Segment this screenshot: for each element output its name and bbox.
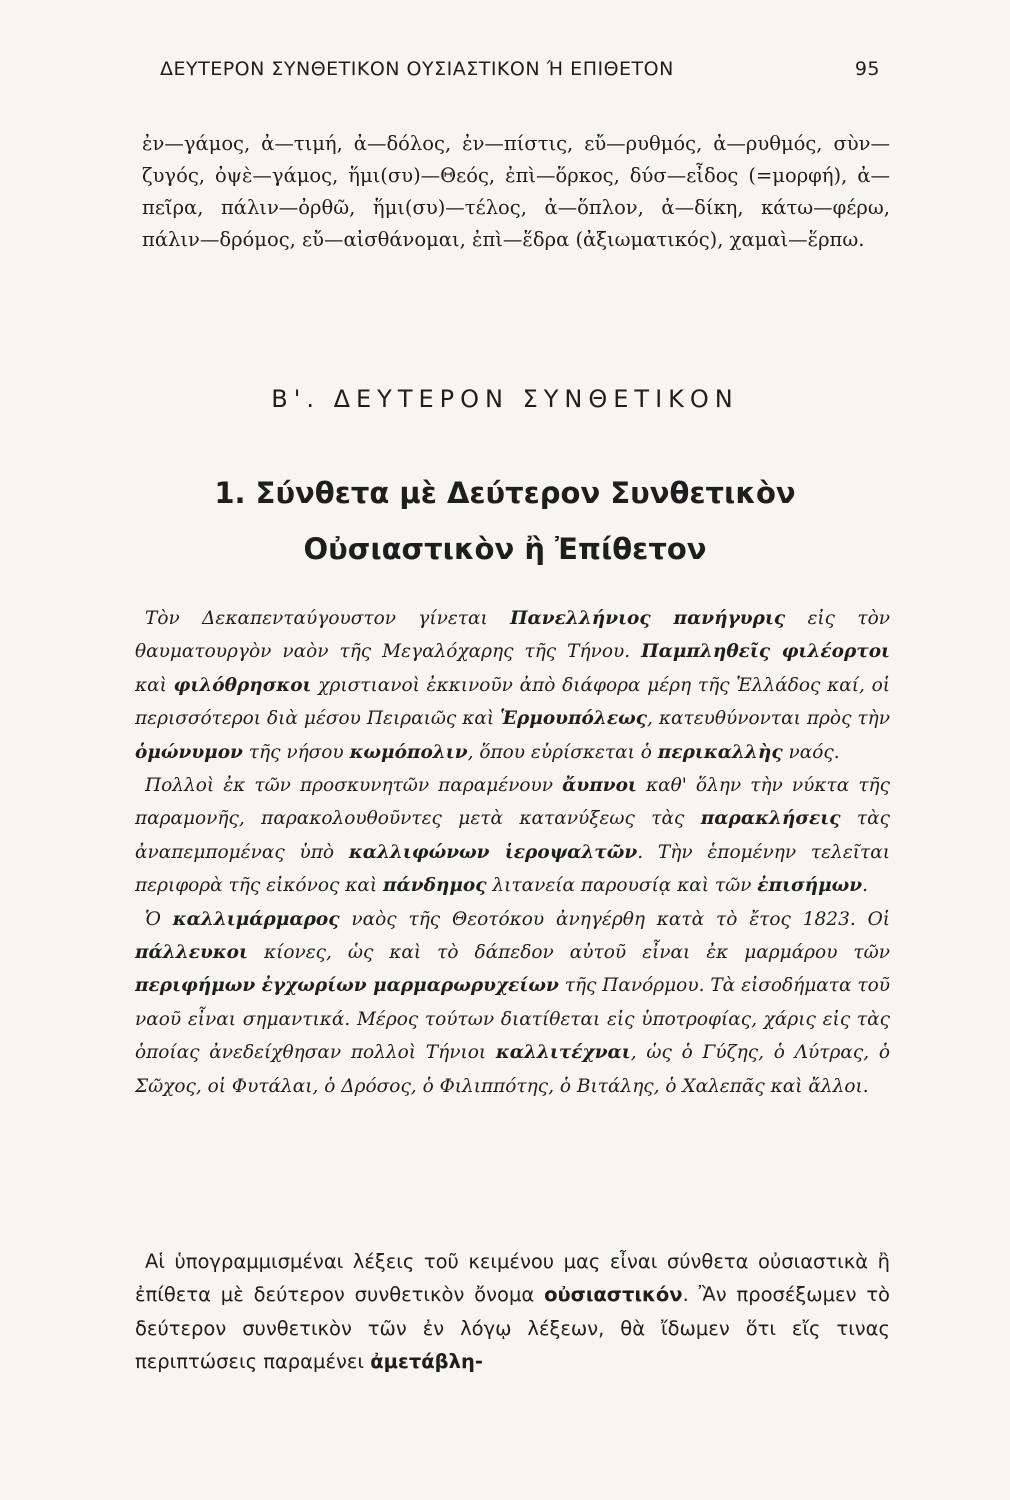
- text-run: . Ἂν προσέξωμεν τὸ δεύτερον συνθετικὸν τῶν ἐν λόγῳ λέξεων, θὰ ἴδωμεν ὅτι εἴς τινας περιπτώσεις παραμένει: [135, 1283, 890, 1373]
- highlighted-word: πάνδημος: [382, 875, 487, 897]
- highlighted-word: πάλλευκοι: [135, 942, 248, 964]
- example-passage: [135, 602, 890, 1103]
- highlighted-word: καλλιμάρμαρος: [172, 908, 340, 930]
- header-title: ΔΕΥΤΕΡΟΝ ΣΥΝΘΕΤΙΚΟΝ ΟΥΣΙΑΣΤΙΚΟΝ Ή ΕΠΙΘΕΤΟΝ: [160, 58, 674, 80]
- highlighted-word: ὁμώνυμον: [135, 741, 243, 763]
- highlighted-word: Παμπληθεῖς φιλέορτοι: [641, 641, 890, 663]
- text-run: Ὁ: [145, 908, 173, 930]
- page-number: 95: [854, 58, 880, 80]
- highlighted-word: καλλιτέχναι: [495, 1042, 631, 1064]
- highlighted-word: περικαλλὴς: [657, 741, 783, 763]
- text-run: καὶ: [135, 674, 174, 696]
- text-run: Αἱ ὑπογραμμισμέναι λέξεις τοῦ κειμένου μας εἶναι σύνθετα οὐσιαστικὰ ἢ ἐπίθετα μὲ δεύτερον συνθετικὸν ὄνομα: [135, 1250, 890, 1307]
- highlighted-word: ἄυπνοι: [562, 775, 637, 797]
- passage-paragraph-3: [135, 903, 890, 1103]
- passage-paragraph-1: [135, 602, 890, 769]
- text-run: τῆς Πανόρμου. Τὰ εἰσοδήματα τοῦ ναοῦ εἶναι σημαντικά. Μέρος τούτων διατίθεται εἰς ὑποτροφίας, χάρις εἰς τὰς ὁποίας ἀνεδείχθησαν πολλοὶ Τήνιοι: [135, 975, 890, 1064]
- text-run: τῆς νήσου: [242, 741, 350, 763]
- chapter-title-line1: 1. Σύνθετα μὲ Δεύτερον Συνθετικὸν: [214, 476, 796, 510]
- highlighted-word: κωμόπολιν: [349, 741, 468, 763]
- text-run: εἰς τὸν θαυματουργὸν ναὸν τῆς Μεγαλόχαρης τῆς Τήνου.: [135, 608, 890, 663]
- chapter-title: [0, 465, 1010, 577]
- passage-paragraph-2: [135, 769, 890, 903]
- text-run: Πολλοὶ ἐκ τῶν προσκυνητῶν παραμένουν: [145, 775, 563, 797]
- chapter-title-line2: Οὐσιαστικὸν ἢ Ἐπίθετον: [303, 532, 707, 566]
- text-run: . Τὴν ἑπομένην τελεῖται περιφορὰ τῆς εἰκόνος καὶ: [135, 841, 890, 897]
- intro-word-list: ἐν—γάμος, ἀ—τιμή, ἀ—δόλος, ἐν—πίστις, εὔ—ρυθμός, ἀ—ρυθμός, σὺν—ζυγός, ὀψὲ—γάμος, ἥμι(συ)—Θεός, ἐπὶ—ὅρκος, δύσ—εἶδος (=μορφή), ἀ—πεῖρα, πάλιν—ὀρθῶ, ἥμι(συ)—τέλος, ἀ—ὅπλον, ἀ—δίκη, κάτω—φέρω, πάλιν—δρόμος, εὔ—αἰσθάνομαι, ἐπὶ—ἕδρα (ἀξιωματικός), χαμαὶ—ἕρπω.: [142, 132, 890, 251]
- text-run: ναὸς τῆς Θεοτόκου ἀνηγέρθη κατὰ τὸ ἔτος 1823. Οἱ: [339, 908, 890, 930]
- text-run: καθ' ὅλην τὴν νύκτα τῆς παραμονῆς, παρακολουθοῦντες μετὰ κατανύξεως τὰς: [135, 775, 890, 830]
- highlighted-word: ἐπισήμων: [757, 875, 863, 897]
- text-run: , ὡς ὁ Γύζης, ὁ Λύτρας, ὁ Σῶχος, οἱ Φυτάλαι, ὁ Δρόσος, ὁ Φιλιππότης, ὁ Βιτάλης, ὁ Χαλεπᾶς καὶ ἄλλοι.: [135, 1042, 890, 1097]
- highlighted-word: οὐσιαστικόν: [544, 1283, 683, 1307]
- text-run: κίονες, ὡς καὶ τὸ δάπεδον αὐτοῦ εἶναι ἐκ μαρμάρου τῶν: [247, 942, 890, 964]
- commentary-paragraph: [135, 1245, 890, 1378]
- text-run: , κατευθύνονται πρὸς τὴν: [646, 708, 890, 730]
- highlighted-word: καλλιφώνων ἱεροψαλτῶν: [348, 841, 638, 863]
- commentary: [135, 1245, 890, 1378]
- text-run: .: [862, 875, 868, 897]
- text-run: ναός.: [782, 741, 840, 763]
- text-run: τὰς ἀναπεμπομένας ὑπὸ: [135, 808, 890, 863]
- section-heading: Β'. ΔΕΥΤΕΡΟΝ ΣΥΝΘΕΤΙΚΟΝ: [271, 385, 739, 413]
- highlighted-word: περιφήμων ἐγχωρίων μαρμαρωρυχείων: [135, 975, 559, 997]
- text-run: χριστιανοὶ ἐκκινοῦν ἀπὸ διάφορα μέρη τῆς Ἑλλάδος καί, οἱ περισσότεροι διὰ μέσου Πειραιῶς καὶ: [135, 674, 890, 730]
- text-run: λιτανεία παρουσίᾳ καὶ τῶν: [486, 875, 758, 897]
- highlighted-word: Ἑρμουπόλεως: [500, 708, 647, 730]
- highlighted-word: φιλόθρησκοι: [173, 674, 312, 696]
- text-run: , ὅπου εὑρίσκεται ὁ: [467, 741, 658, 763]
- highlighted-word: Πανελλήνιος πανήγυρις: [510, 608, 786, 629]
- running-header: [140, 58, 880, 88]
- text-run: Τὸν Δεκαπενταύγουστον γίνεται: [145, 608, 511, 629]
- highlighted-word: ἀμετάβλη-: [370, 1349, 483, 1373]
- highlighted-word: παρακλήσεις: [700, 808, 841, 830]
